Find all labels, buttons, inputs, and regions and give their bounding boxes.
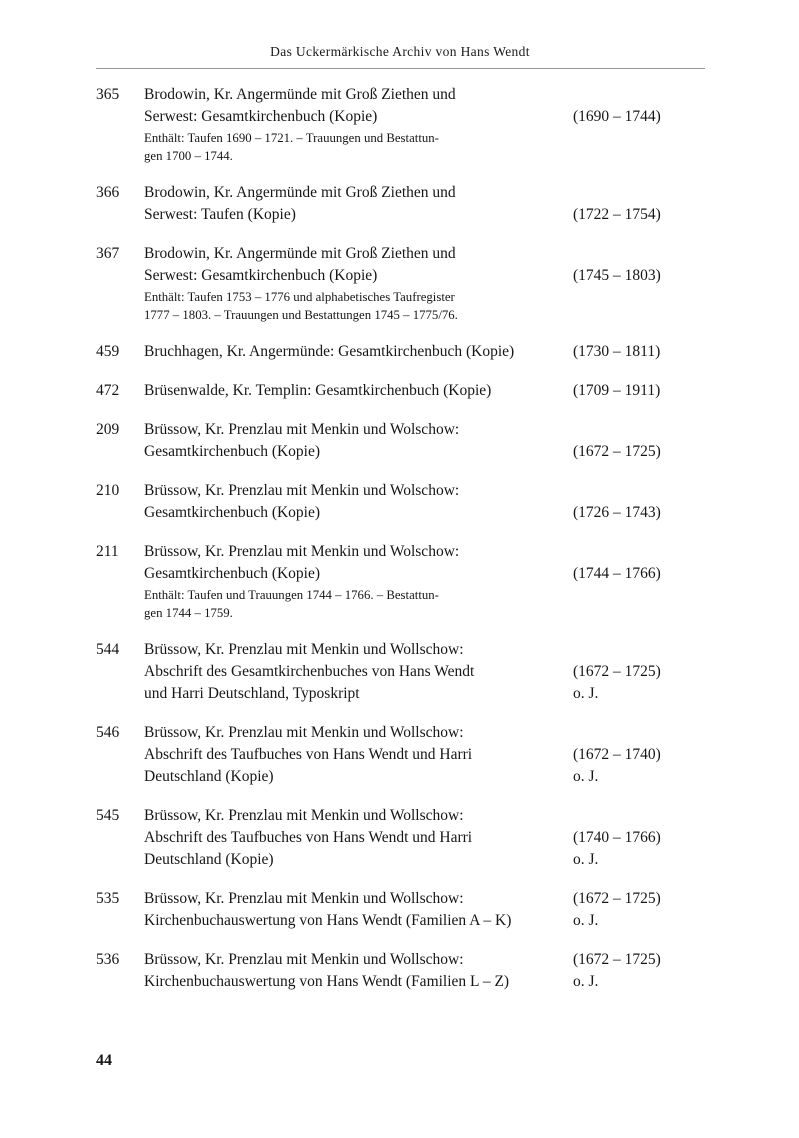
entry-date-range — [573, 441, 705, 463]
catalog-entry — [96, 380, 705, 402]
entry-title — [144, 888, 555, 932]
entry-number: 544 — [96, 641, 120, 658]
entry-title-line: Gesamtkirchenbuch (Kopie) — [144, 443, 321, 460]
entry-main-row — [96, 380, 705, 402]
entry-date-range — [573, 563, 705, 585]
entry-note — [144, 289, 555, 324]
catalog-entry — [96, 182, 705, 226]
entry-date-line: (1722 – 1754) — [573, 206, 661, 223]
catalog-entry — [96, 480, 705, 524]
catalog-entry-list — [96, 84, 705, 1010]
entry-title-line: Brüssow, Kr. Prenzlau mit Menkin und Wollschow: — [144, 951, 464, 968]
entry-title-line: Abschrift des Taufbuches von Hans Wendt und Harri — [144, 746, 473, 763]
entry-date-line: (1672 – 1725) — [573, 890, 661, 907]
entry-date-range — [573, 204, 705, 226]
entry-title-line: Brodowin, Kr. Angermünde mit Groß Ziethen und — [144, 86, 456, 103]
entry-title-line: Kirchenbuchauswertung von Hans Wendt (Familien A – K) — [144, 912, 512, 929]
entry-number: 211 — [96, 543, 119, 560]
entry-date-line: (1745 – 1803) — [573, 267, 661, 284]
entry-title — [144, 419, 555, 463]
entry-date-line: (1744 – 1766) — [573, 565, 661, 582]
entry-main-row — [96, 243, 705, 287]
entry-title-line: Serwest: Taufen (Kopie) — [144, 206, 296, 223]
entry-title-line: Gesamtkirchenbuch (Kopie) — [144, 504, 321, 521]
entry-main-row — [96, 541, 705, 585]
entry-date-line: (1730 – 1811) — [573, 343, 661, 360]
entry-title-line: Deutschland (Kopie) — [144, 851, 274, 868]
entry-date-line: o. J. — [573, 912, 599, 929]
entry-title — [144, 541, 555, 585]
entry-title-line: Bruchhagen, Kr. Angermünde: Gesamtkirchenbuch (Kopie) — [144, 343, 515, 360]
entry-date-line: (1672 – 1725) — [573, 443, 661, 460]
entry-number: 367 — [96, 245, 120, 262]
entry-date-line: (1726 – 1743) — [573, 504, 661, 521]
entry-main-row — [96, 341, 705, 363]
catalog-entry — [96, 243, 705, 324]
entry-number: 459 — [96, 343, 120, 360]
entry-title — [144, 341, 555, 363]
entry-note — [144, 130, 555, 165]
entry-date-line: o. J. — [573, 685, 599, 702]
entry-number: 536 — [96, 951, 120, 968]
entry-title-line: Serwest: Gesamtkirchenbuch (Kopie) — [144, 108, 378, 125]
entry-number: 546 — [96, 724, 120, 741]
entry-title — [144, 380, 555, 402]
entry-date-range — [573, 744, 705, 788]
entry-main-row — [96, 639, 705, 705]
entry-title — [144, 182, 555, 226]
entry-date-range — [573, 380, 705, 402]
catalog-entry — [96, 341, 705, 363]
entry-number: 535 — [96, 890, 120, 907]
entry-note-line: gen 1744 – 1759. — [144, 605, 233, 620]
entry-title-line: Abschrift des Gesamtkirchenbuches von Hans Wendt — [144, 663, 475, 680]
entry-date-range — [573, 106, 705, 128]
entry-title — [144, 243, 555, 287]
entry-note — [144, 587, 555, 622]
entry-note-line: gen 1700 – 1744. — [144, 148, 233, 163]
entry-title — [144, 722, 555, 788]
entry-date-range — [573, 502, 705, 524]
entry-title-line: Brüssow, Kr. Prenzlau mit Menkin und Wollschow: — [144, 724, 464, 741]
entry-number: 365 — [96, 86, 120, 103]
entry-main-row — [96, 888, 705, 932]
entry-date-line: (1690 – 1744) — [573, 108, 661, 125]
header-divider — [96, 68, 705, 69]
entry-main-row — [96, 182, 705, 226]
entry-number: 366 — [96, 184, 120, 201]
entry-title — [144, 84, 555, 128]
entry-title-line: Brüssow, Kr. Prenzlau mit Menkin und Wollschow: — [144, 807, 464, 824]
entry-title-line: und Harri Deutschland, Typoskript — [144, 685, 360, 702]
entry-date-range — [573, 827, 705, 871]
entry-main-row — [96, 480, 705, 524]
entry-title-line: Abschrift des Taufbuches von Hans Wendt und Harri — [144, 829, 473, 846]
catalog-entry — [96, 722, 705, 788]
entry-note-line: Enthält: Taufen und Trauungen 1744 – 1766. – Bestattun- — [144, 588, 439, 602]
catalog-entry — [96, 949, 705, 993]
entry-date-range — [573, 888, 705, 932]
entry-date-range — [573, 661, 705, 705]
entry-date-range — [573, 341, 705, 363]
entry-title-line: Kirchenbuchauswertung von Hans Wendt (Familien L – Z) — [144, 973, 510, 990]
entry-title — [144, 480, 555, 524]
entry-main-row — [96, 805, 705, 871]
entry-date-line: (1672 – 1725) — [573, 663, 661, 680]
entry-main-row — [96, 84, 705, 128]
entry-date-line: (1672 – 1740) — [573, 746, 661, 763]
entry-date-range — [573, 949, 705, 993]
catalog-entry — [96, 541, 705, 622]
entry-number: 209 — [96, 421, 120, 438]
catalog-entry — [96, 419, 705, 463]
running-head: Das Uckermärkische Archiv von Hans Wendt — [270, 44, 530, 59]
entry-note-line: Enthält: Taufen 1753 – 1776 und alphabetisches Taufregister — [144, 290, 455, 304]
page-number: 44 — [96, 1052, 112, 1069]
entry-main-row — [96, 419, 705, 463]
entry-title-line: Brodowin, Kr. Angermünde mit Groß Ziethen und — [144, 245, 456, 262]
entry-date-range — [573, 265, 705, 287]
entry-note-line: Enthält: Taufen 1690 – 1721. – Trauungen und Bestattun- — [144, 131, 439, 145]
entry-title-line: Gesamtkirchenbuch (Kopie) — [144, 565, 321, 582]
entry-date-line: (1672 – 1725) — [573, 951, 661, 968]
entry-title-line: Deutschland (Kopie) — [144, 768, 274, 785]
entry-title-line: Brüssow, Kr. Prenzlau mit Menkin und Wolschow: — [144, 421, 460, 438]
catalog-entry — [96, 639, 705, 705]
entry-title-line: Brüssow, Kr. Prenzlau mit Menkin und Wollschow: — [144, 641, 464, 658]
entry-number: 472 — [96, 382, 120, 399]
catalog-entry — [96, 805, 705, 871]
entry-date-line: o. J. — [573, 851, 599, 868]
entry-title-line: Brüssow, Kr. Prenzlau mit Menkin und Wollschow: — [144, 890, 464, 907]
entry-date-line: (1709 – 1911) — [573, 382, 661, 399]
entry-title — [144, 805, 555, 871]
entry-note-line: 1777 – 1803. – Trauungen und Bestattungen 1745 – 1775/76. — [144, 307, 458, 322]
catalog-entry — [96, 888, 705, 932]
catalog-entry — [96, 84, 705, 165]
entry-title-line: Brüssow, Kr. Prenzlau mit Menkin und Wolschow: — [144, 543, 460, 560]
entry-main-row — [96, 722, 705, 788]
entry-title-line: Serwest: Gesamtkirchenbuch (Kopie) — [144, 267, 378, 284]
entry-date-line: (1740 – 1766) — [573, 829, 661, 846]
entry-title-line: Brüssow, Kr. Prenzlau mit Menkin und Wolschow: — [144, 482, 460, 499]
entry-date-line: o. J. — [573, 973, 599, 990]
entry-title-line: Brüsenwalde, Kr. Templin: Gesamtkirchenbuch (Kopie) — [144, 382, 492, 399]
entry-title — [144, 639, 555, 705]
entry-date-line: o. J. — [573, 768, 599, 785]
entry-title — [144, 949, 555, 993]
entry-main-row — [96, 949, 705, 993]
entry-number: 210 — [96, 482, 120, 499]
entry-number: 545 — [96, 807, 120, 824]
entry-title-line: Brodowin, Kr. Angermünde mit Groß Ziethen und — [144, 184, 456, 201]
